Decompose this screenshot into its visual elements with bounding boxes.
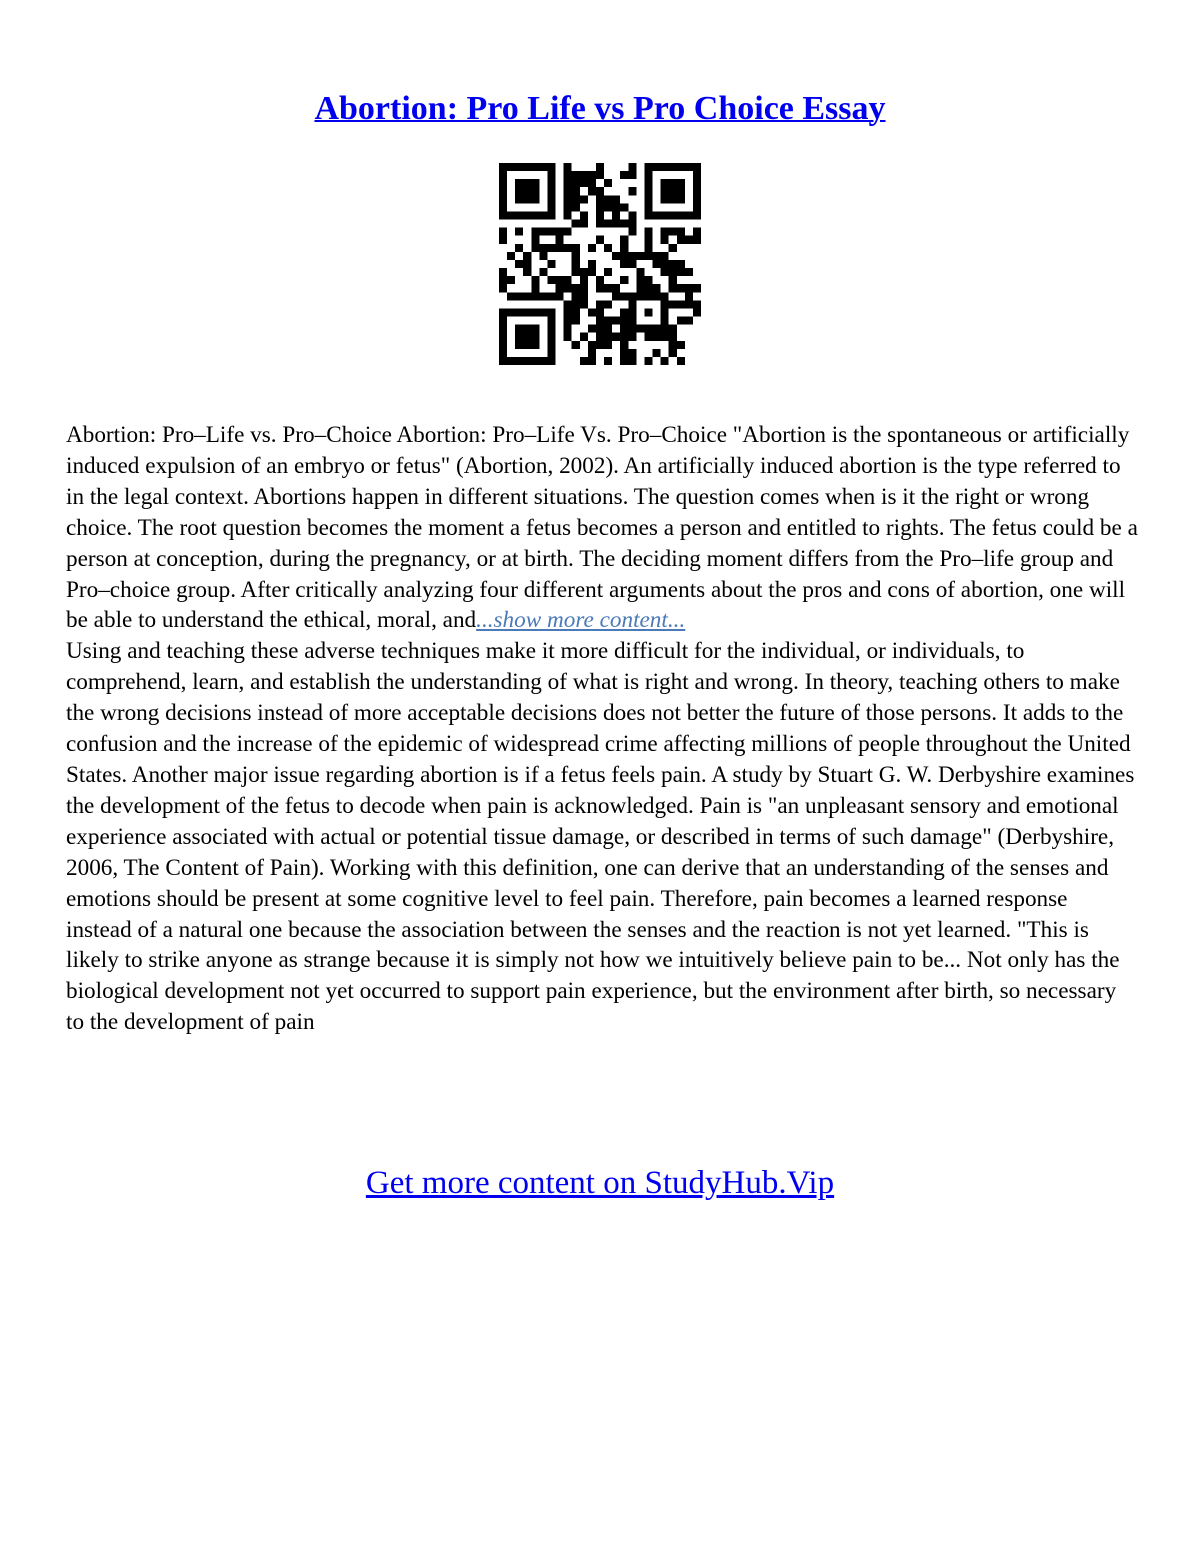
essay-paragraph (66, 420, 1138, 636)
essay-paragraph-text: Abortion: Pro–Life vs. Pro–Choice Abortion: Pro–Life Vs. Pro–Choice "Abortion is the spontaneous or artificially induced expulsion of an embryo or fetus" (Abortion, 2002). An artificially induced abortion is the type referred to in the legal context. Abortions happen in different situations. The question comes when is it the right or wrong choice. The root question becomes the moment a fetus becomes a person and entitled to rights. The fetus could be a person at conception, during the pregnancy, or at birth. The deciding moment differs from the Pro–life group and Pro–choice group. After critically analyzing four different arguments about the pros and cons of abortion, one will be able to understand the ethical, moral, and (66, 422, 1138, 634)
essay-paragraph: Using and teaching these adverse techniques make it more difficult for the individual, or individuals, to comprehend, learn, and establish the understanding of what is right and wrong. In theory, teaching others to make the wrong decisions instead of more acceptable decisions does not better the future of those persons. It adds to the confusion and the increase of the epidemic of widespread crime affecting millions of people throughout the United States. Another major issue regarding abortion is if a fetus feels pain. A study by Stuart G. W. Derbyshire examines the development of the fetus to decode when pain is acknowledged. Pain is "an unpleasant sensory and emotional experience associated with actual or potential tissue damage, or described in terms of such damage" (Derbyshire, 2006, The Content of Pain). Working with this definition, one can derive that an understanding of the senses and emotions should be present at some cognitive level to feel pain. Therefore, pain becomes a learned response instead of a natural one because the association between the senses and the reaction is not yet learned. "This is likely to strike anyone as strange because it is simply not how we intuitively believe pain to be... Not only has the biological development not yet occurred to support pain experience, but the environment after birth, so necessary to the development of pain (66, 638, 1135, 1036)
qr-code-icon (499, 163, 701, 365)
page-title (0, 85, 1200, 133)
show-more-link[interactable]: ...show more content... (476, 607, 686, 634)
title-link[interactable]: Abortion: Pro Life vs Pro Choice Essay (314, 89, 886, 127)
footer (0, 1161, 1200, 1205)
studyhub-link[interactable]: Get more content on StudyHub.Vip (365, 1165, 835, 1201)
essay-excerpt (66, 420, 1138, 1038)
